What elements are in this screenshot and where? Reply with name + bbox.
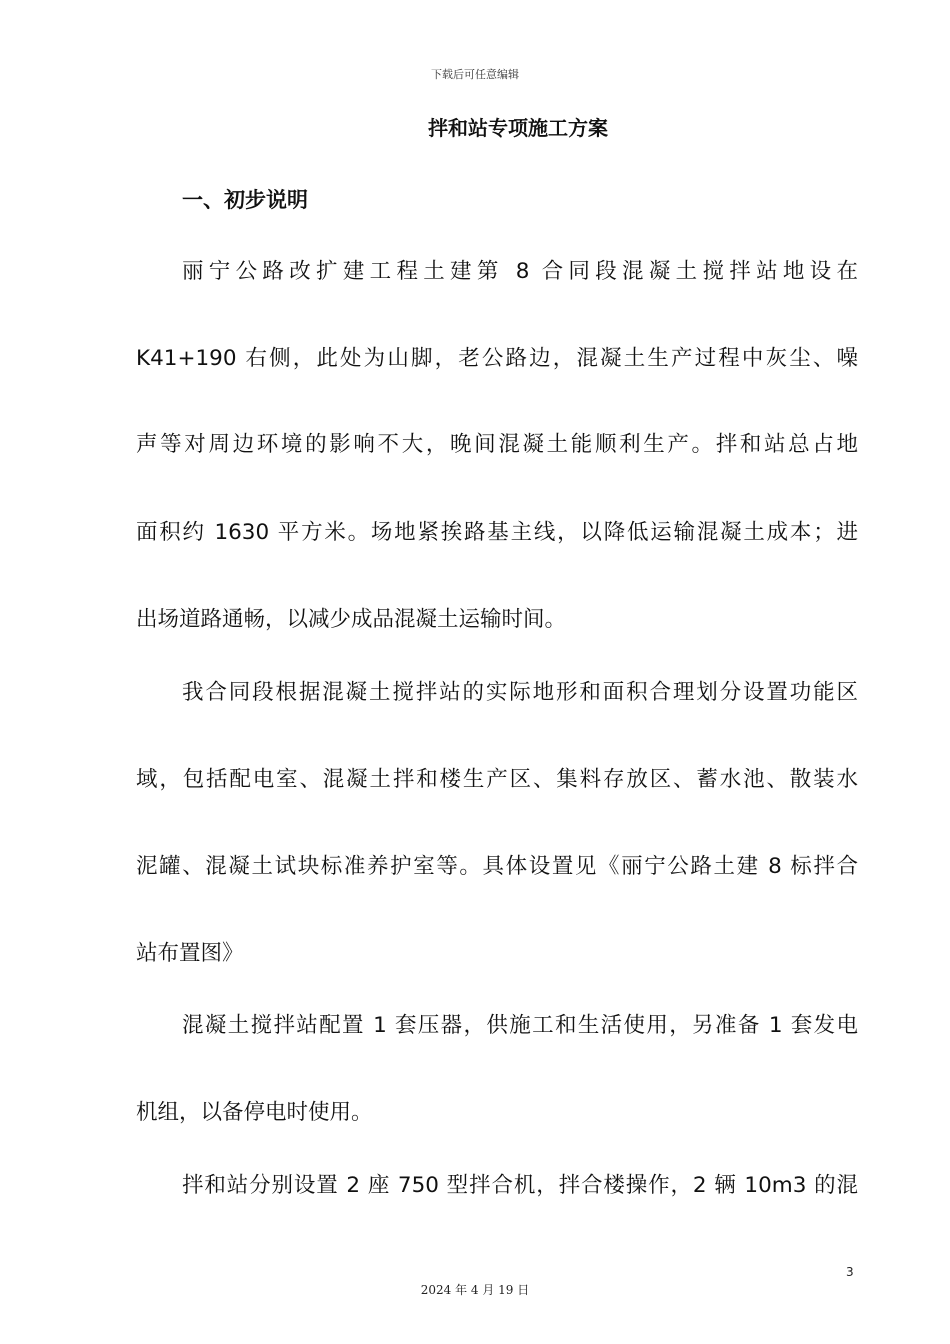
body-line: 丽宁公路改扩建工程土建第 8 合同段混凝土搅拌站地设在	[182, 259, 858, 284]
page-number: 3	[846, 1265, 854, 1279]
header-note: 下载后可任意编辑	[431, 68, 519, 81]
body-line: 站布置图》	[136, 941, 244, 966]
footer-date: 2024 年 4 月 19 日	[420, 1283, 530, 1297]
body-line: 面积约 1630 平方米。场地紧挨路基主线，以降低运输混凝土成本；进	[136, 520, 858, 545]
body-line: 拌和站分别设置 2 座 750 型拌合机，拌合楼操作，2 辆 10m3 的混	[182, 1173, 858, 1198]
body-line: 我合同段根据混凝土搅拌站的实际地形和面积合理划分设置功能区	[182, 680, 858, 705]
body-line: 域，包括配电室、混凝土拌和楼生产区、集料存放区、蓄水池、散装水	[136, 767, 858, 792]
section-heading: 一、初步说明	[182, 188, 308, 212]
body-line: 声等对周边环境的影响不大，晚间混凝土能顺利生产。拌和站总占地	[136, 432, 858, 457]
body-line: 机组，以备停电时使用。	[136, 1100, 373, 1125]
body-line: 出场道路通畅，以减少成品混凝土运输时间。	[136, 607, 567, 632]
body-line: 泥罐、混凝土试块标准养护室等。具体设置见《丽宁公路土建 8 标拌合	[136, 854, 858, 879]
body-line: 混凝土搅拌站配置 1 套压器，供施工和生活使用，另准备 1 套发电	[182, 1013, 858, 1038]
document-title: 拌和站专项施工方案	[428, 116, 608, 140]
body-line: K41+190 右侧，此处为山脚，老公路边，混凝土生产过程中灰尘、噪	[136, 346, 858, 371]
